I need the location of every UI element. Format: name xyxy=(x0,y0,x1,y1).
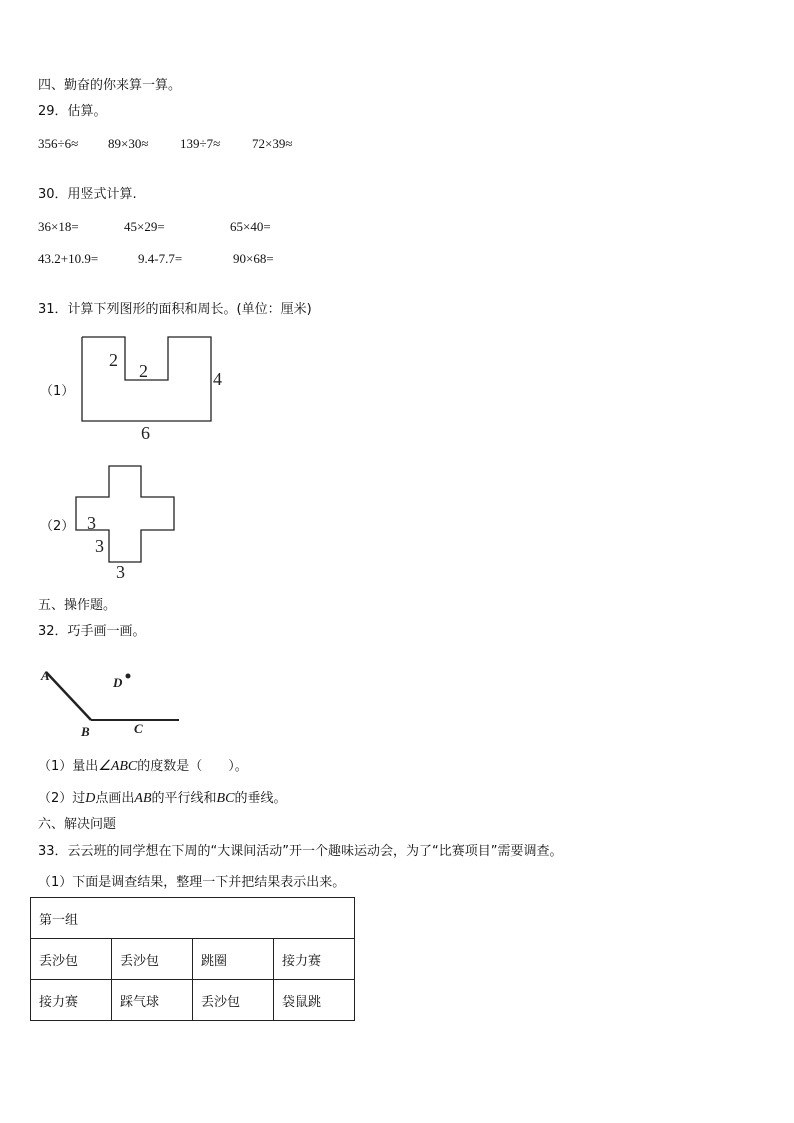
q29-title: 29．估算。 xyxy=(38,104,107,119)
table-header-row xyxy=(31,898,355,939)
q32-angle-figure xyxy=(36,660,196,740)
table-cell: 跳圈 xyxy=(193,939,274,980)
q29-item-1: 356÷6≈ xyxy=(38,136,79,151)
table-cell: 接力赛 xyxy=(274,939,355,980)
q29-item-3: 139÷7≈ xyxy=(180,136,221,151)
table-cell: 丢沙包 xyxy=(193,980,274,1021)
table-row xyxy=(31,980,355,1021)
q29-item-4: 72×39≈ xyxy=(252,136,293,151)
q29-item-2: 89×30≈ xyxy=(108,136,149,151)
ray-ba xyxy=(46,672,91,720)
angle-abc: ∠ABC xyxy=(98,759,138,774)
section-6-title: 六、解决问题 xyxy=(38,817,117,832)
q30-item-4: 43.2+10.9= xyxy=(38,251,99,266)
fig1-notch-width-label: 2 xyxy=(139,361,148,381)
q31-figure-2 xyxy=(70,460,190,585)
fig1-width-label: 6 xyxy=(141,423,150,443)
q32-sub2-post: 的垂线。 xyxy=(234,791,287,806)
survey-table xyxy=(30,897,355,1021)
point-a-label: A xyxy=(41,668,50,683)
q32-sub1-post: 的度数是（ ）。 xyxy=(137,759,248,774)
section-5-title: 五、操作题。 xyxy=(38,598,117,613)
q30-item-3: 65×40= xyxy=(230,219,271,234)
q32-sub2-mid2: 的平行线和 xyxy=(151,791,217,806)
q31-title: 31．计算下列图形的面积和周长。(单位：厘米) xyxy=(38,302,312,317)
q32-sub1-pre: （1）量出 xyxy=(38,759,99,774)
section-4-title: 四、勤奋的你来算一算。 xyxy=(38,78,182,93)
q31-fig1-label: （1） xyxy=(40,384,75,399)
q32-sub2-pre: （2）过 xyxy=(38,791,86,806)
fig2-arm-label-c: 3 xyxy=(116,562,125,582)
line-bc-ref: BC xyxy=(216,791,235,806)
q30-title: 30．用竖式计算. xyxy=(38,187,137,202)
q30-item-6: 90×68= xyxy=(233,251,274,266)
table-cell: 袋鼠跳 xyxy=(274,980,355,1021)
fig2-arm-label-b: 3 xyxy=(95,536,104,556)
fig1-notch-height-label: 2 xyxy=(109,350,118,370)
line-ab-ref: AB xyxy=(134,791,152,806)
q32-sub2-mid1: 点画出 xyxy=(95,791,135,806)
table-cell: 接力赛 xyxy=(31,980,112,1021)
q32-sub1 xyxy=(38,759,248,775)
q30-item-1: 36×18= xyxy=(38,219,79,234)
point-c-label: C xyxy=(134,721,143,736)
table-cell: 踩气球 xyxy=(112,980,193,1021)
q33-title: 33．云云班的同学想在下周的“大课间活动”开一个趣味运动会，为了“比赛项目”需要调查。 xyxy=(38,844,563,859)
q33-sub1: （1）下面是调查结果，整理一下并把结果表示出来。 xyxy=(38,875,346,890)
fig2-arm-label-a: 3 xyxy=(87,513,96,533)
q31-figure-1 xyxy=(70,330,240,445)
q31-fig2-label: （2） xyxy=(40,519,75,534)
table-row xyxy=(31,939,355,980)
table-cell: 丢沙包 xyxy=(31,939,112,980)
q32-title: 32．巧手画一画。 xyxy=(38,624,146,639)
point-d-label: D xyxy=(113,675,123,690)
table-header-cell: 第一组 xyxy=(31,898,355,939)
point-b-label: B xyxy=(81,724,90,739)
point-d-ref: D xyxy=(85,791,96,806)
point-d-dot xyxy=(126,674,131,679)
q32-sub2 xyxy=(38,791,286,807)
fig1-height-label: 4 xyxy=(213,369,222,389)
q30-item-5: 9.4-7.7= xyxy=(138,251,183,266)
q30-item-2: 45×29= xyxy=(124,219,165,234)
table-cell: 丢沙包 xyxy=(112,939,193,980)
